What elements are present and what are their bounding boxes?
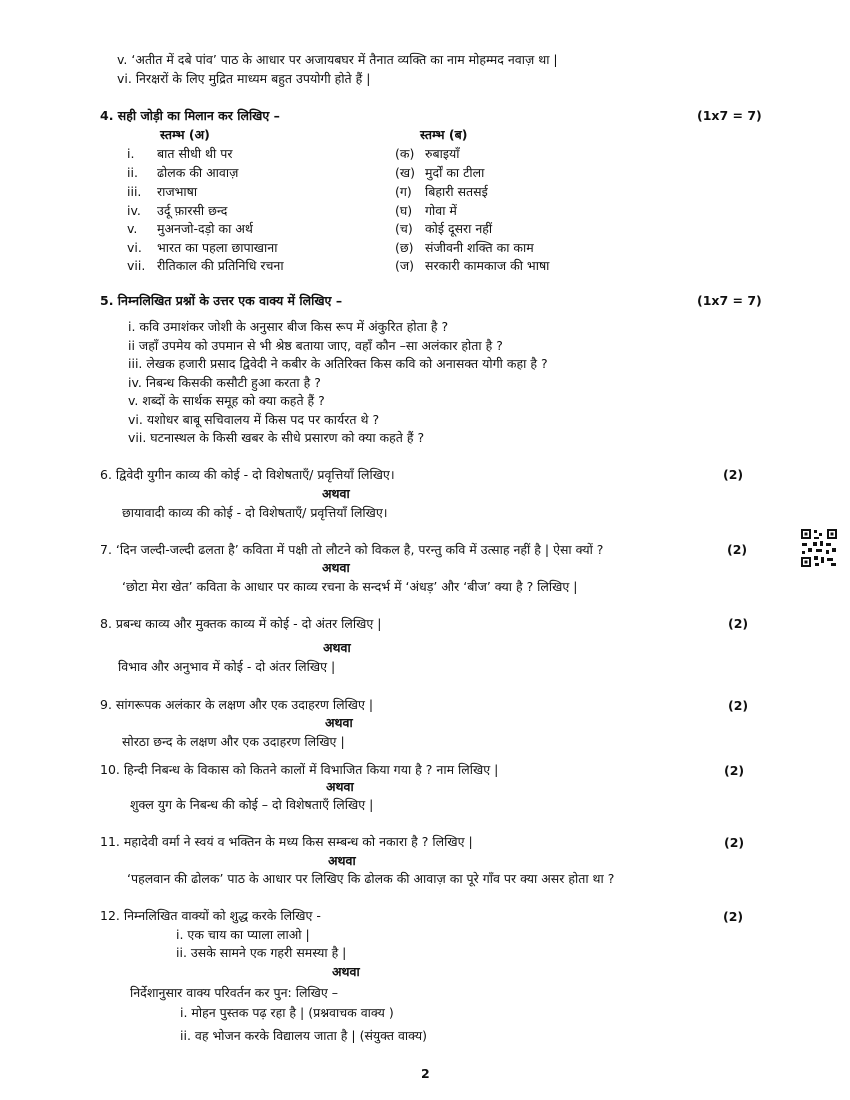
qr-code-icon — [800, 528, 838, 568]
q4-right-item: मुर्दों का टीला — [425, 165, 485, 180]
q4-right-item: कोई दूसरा नहीं — [425, 221, 493, 236]
q8-or: अथवा — [323, 640, 351, 655]
q10-alternative: शुक्ल युग के निबन्ध की कोई – दो विशेषताएँ लिखिए | — [130, 797, 374, 812]
q5-marks: (1x7 = 7) — [697, 293, 762, 308]
q10-marks: (2) — [724, 763, 745, 778]
q6-marks: (2) — [723, 467, 744, 482]
q4-right-item: संजीवनी शक्ति का काम — [425, 240, 534, 255]
q4-left-num: iii. — [127, 184, 142, 199]
q4-left-num: vi. — [127, 240, 142, 255]
q12-or: अथवा — [332, 964, 360, 979]
q10-or: अथवा — [326, 779, 354, 794]
q4-title: 4. सही जोड़ी का मिलान कर लिखिए – — [100, 108, 280, 123]
statement-v: v. ‘अतीत में दबे पांव’ पाठ के आधार पर अजायबघर में तैनात व्यक्ति का नाम मोहम्मद नवाज़ था | — [117, 52, 558, 67]
q4-left-item: ढोलक की आवाज़ — [157, 165, 239, 180]
q4-left-num: v. — [127, 221, 138, 236]
q4-right-num: (घ) — [395, 203, 413, 218]
q7-alternative: ‘छोटा मेरा खेत’ कविता के आधार पर काव्य रचना के सन्दर्भ में ‘अंधड़’ और ‘बीज’ क्या है ? लिखिए | — [122, 579, 578, 594]
q12-question: 12. निम्नलिखित वाक्यों को शुद्ध करके लिखिए - — [100, 908, 321, 923]
q4-right-num: (ख) — [395, 165, 415, 180]
q12-alternative: निर्देशानुसार वाक्य परिवर्तन कर पुन: लिखिए – — [130, 985, 339, 1000]
q12-sentence-i: i. एक चाय का प्याला लाओ | — [176, 927, 310, 942]
q4-left-num: iv. — [127, 203, 141, 218]
page-number: 2 — [421, 1066, 430, 1081]
q4-left-item: भारत का पहला छापाखाना — [157, 240, 278, 255]
q4-right-item: बिहारी सतसई — [425, 184, 488, 199]
q4-right-num: (ज) — [395, 258, 415, 273]
q5-item: iii. लेखक हजारी प्रसाद द्विवेदी ने कबीर के अतिरिक्त किस कवि को अनासक्त योगी कहा है ? — [128, 356, 548, 371]
q4-left-num: i. — [127, 146, 135, 161]
q4-left-num: vii. — [127, 258, 146, 273]
q5-item: i. कवि उमाशंकर जोशी के अनुसार बीज किस रूप में अंकुरित होता है ? — [128, 319, 449, 334]
q5-title: 5. निम्नलिखित प्रश्नों के उत्तर एक वाक्य में लिखिए – — [100, 293, 343, 308]
q5-item: vi. यशोधर बाबू सचिवालय में किस पद पर कार्यरत थे ? — [128, 412, 380, 427]
q4-right-num: (छ) — [395, 240, 414, 255]
q4-left-item: बात सीधी थी पर — [157, 146, 233, 161]
q5-item: v. शब्दों के सार्थक समूह को क्या कहते हैं ? — [128, 393, 325, 408]
q4-right-num: (च) — [395, 221, 413, 236]
q8-marks: (2) — [728, 616, 749, 631]
q4-left-num: ii. — [127, 165, 138, 180]
q11-question: 11. महादेवी वर्मा ने स्वयं व भक्तिन के मध्य किस सम्बन्ध को नकारा है ? लिखिए | — [100, 834, 473, 849]
q4-right-num: (ग) — [395, 184, 412, 199]
q4-right-num: (क) — [395, 146, 415, 161]
q4-marks: (1x7 = 7) — [697, 108, 762, 123]
q9-or: अथवा — [325, 715, 353, 730]
q12-alt-sentence-i: i. मोहन पुस्तक पढ़ रहा है | (प्रश्नवाचक वाक्य ) — [180, 1005, 394, 1020]
q10-question: 10. हिन्दी निबन्ध के विकास को कितने कालों में विभाजित किया गया है ? नाम लिखिए | — [100, 762, 499, 777]
q8-question: 8. प्रबन्ध काव्य और मुक्तक काव्य में कोई - दो अंतर लिखिए | — [100, 616, 382, 631]
q4-column-a-header: स्तम्भ (अ) — [160, 127, 210, 142]
q8-alternative: विभाव और अनुभाव में कोई - दो अंतर लिखिए | — [118, 659, 336, 674]
q4-left-item: मुअनजो-दड़ो का अर्थ — [157, 221, 253, 236]
q9-marks: (2) — [728, 698, 749, 713]
q12-marks: (2) — [723, 909, 744, 924]
q9-alternative: सोरठा छन्द के लक्षण और एक उदाहरण लिखिए | — [122, 734, 345, 749]
q5-item: ii जहाँ उपमेय को उपमान से भी श्रेष्ठ बताया जाए, वहाँ कौन –सा अलंकार होता है ? — [128, 338, 503, 353]
q7-marks: (2) — [727, 542, 748, 557]
q9-question: 9. सांगरूपक अलंकार के लक्षण और एक उदाहरण लिखिए | — [100, 697, 374, 712]
q4-right-item: रुबाइयाँ — [425, 146, 460, 161]
q4-left-item: रीतिकाल की प्रतिनिधि रचना — [157, 258, 284, 273]
q5-item: vii. घटनास्थल के किसी खबर के सीधे प्रसारण को क्या कहते हैं ? — [128, 430, 425, 445]
q6-or: अथवा — [322, 486, 350, 501]
q4-right-item: सरकारी कामकाज की भाषा — [425, 258, 550, 273]
q5-item: iv. निबन्ध किसकी कसौटी हुआ करता है ? — [128, 375, 321, 390]
q7-or: अथवा — [322, 560, 350, 575]
statement-vi: vi. निरक्षरों के लिए मुद्रित माध्यम बहुत उपयोगी होते हैं | — [117, 71, 371, 86]
q12-alt-sentence-ii: ii. वह भोजन करके विद्यालय जाता है | (संयुक्त वाक्य) — [180, 1028, 427, 1043]
q4-left-item: उर्दू फ़ारसी छन्द — [157, 203, 228, 218]
q6-alternative: छायावादी काव्य की कोई - दो विशेषताएँ/ प्रवृत्तियाँ लिखिए। — [122, 505, 388, 520]
q7-question: 7. ‘दिन जल्दी-जल्दी ढलता है’ कविता में पक्षी तो लौटने को विकल है, परन्तु कवि में उत्साह नहीं है | ऐसा क्यों ? — [100, 542, 604, 557]
q4-right-item: गोवा में — [425, 203, 457, 218]
q12-sentence-ii: ii. उसके सामने एक गहरी समस्या है | — [176, 945, 347, 960]
q6-question: 6. द्विवेदी युगीन काव्य की कोई - दो विशेषताएँ/ प्रवृत्तियाँ लिखिए। — [100, 467, 395, 482]
q4-left-item: राजभाषा — [157, 184, 198, 199]
q11-or: अथवा — [328, 853, 356, 868]
q11-marks: (2) — [724, 835, 745, 850]
q11-alternative: ‘पहलवान की ढोलक’ पाठ के आधार पर लिखिए कि ढोलक की आवाज़ का पूरे गाँव पर क्या असर होता था ? — [127, 871, 615, 886]
q4-column-b-header: स्तम्भ (ब) — [420, 127, 468, 142]
